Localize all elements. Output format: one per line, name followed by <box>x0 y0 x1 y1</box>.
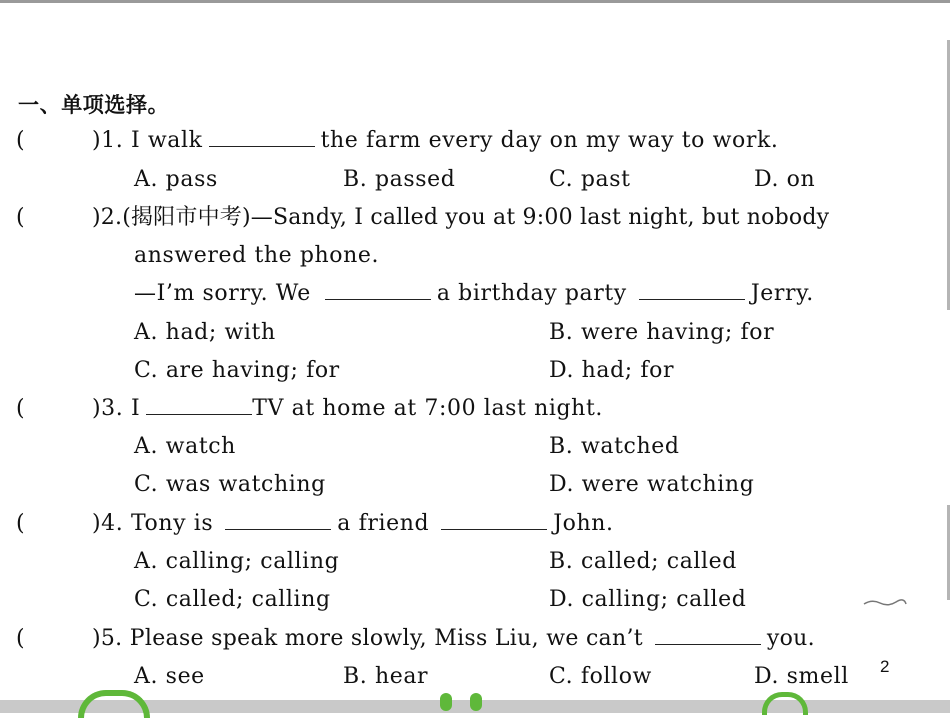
page-number: 2 <box>880 657 890 676</box>
option-3b[interactable]: B. watched <box>549 434 680 459</box>
option-4c[interactable]: C. called; calling <box>134 587 331 612</box>
blank[interactable] <box>146 396 252 415</box>
option-2b[interactable]: B. were having; for <box>549 320 775 345</box>
top-border <box>0 0 950 3</box>
blank[interactable] <box>441 511 547 530</box>
blank[interactable] <box>655 626 761 645</box>
question-2-line2: answered the phone. <box>134 243 380 268</box>
answer-paren-4[interactable]: ( <box>16 511 25 536</box>
option-3d[interactable]: D. were watching <box>549 472 755 497</box>
option-5c[interactable]: C. follow <box>549 664 652 689</box>
question-3-stem: )3. I TV at home at 7:00 last night. <box>92 396 603 421</box>
green-swirl-decoration <box>78 690 150 718</box>
blank[interactable] <box>209 128 315 147</box>
section-title: 一、单项选择。 <box>18 93 170 117</box>
option-2d[interactable]: D. had; for <box>549 358 675 383</box>
option-4a[interactable]: A. calling; calling <box>134 549 340 574</box>
option-5d[interactable]: D. smell <box>754 664 849 689</box>
question-2-reply: —I’m sorry. We a birthday party Jerry. <box>134 281 814 306</box>
green-dot-decoration <box>470 693 482 711</box>
question-2-line1: )2.(揭阳市中考)—Sandy, I called you at 9:00 last night, but nobody <box>92 205 830 230</box>
option-3a[interactable]: A. watch <box>134 434 236 459</box>
option-3c[interactable]: C. was watching <box>134 472 326 497</box>
answer-paren-5[interactable]: ( <box>16 626 25 651</box>
green-dot-decoration <box>440 693 452 711</box>
question-5-stem: )5. Please speak more slowly, Miss Liu, we can’t you. <box>92 626 815 651</box>
option-4d[interactable]: D. calling; called <box>549 587 747 612</box>
question-1-stem: )1. I walk the farm every day on my way to work. <box>92 128 779 153</box>
option-5b[interactable]: B. hear <box>343 664 429 689</box>
answer-paren-3[interactable]: ( <box>16 396 25 421</box>
blank[interactable] <box>639 281 745 300</box>
blank[interactable] <box>225 511 331 530</box>
question-4-stem: )4. Tony is a friend John. <box>92 511 614 536</box>
green-arc-decoration <box>762 692 808 715</box>
option-5a[interactable]: A. see <box>134 664 205 689</box>
option-1d[interactable]: D. on <box>754 167 816 192</box>
ink-smudge <box>862 598 908 606</box>
option-1b[interactable]: B. passed <box>343 167 456 192</box>
answer-paren-1[interactable]: ( <box>16 128 25 153</box>
option-1a[interactable]: A. pass <box>134 167 218 192</box>
option-4b[interactable]: B. called; called <box>549 549 737 574</box>
option-2a[interactable]: A. had; with <box>134 320 276 345</box>
option-2c[interactable]: C. are having; for <box>134 358 340 383</box>
option-1c[interactable]: C. past <box>549 167 631 192</box>
answer-paren-2[interactable]: ( <box>16 205 25 230</box>
blank[interactable] <box>325 281 431 300</box>
